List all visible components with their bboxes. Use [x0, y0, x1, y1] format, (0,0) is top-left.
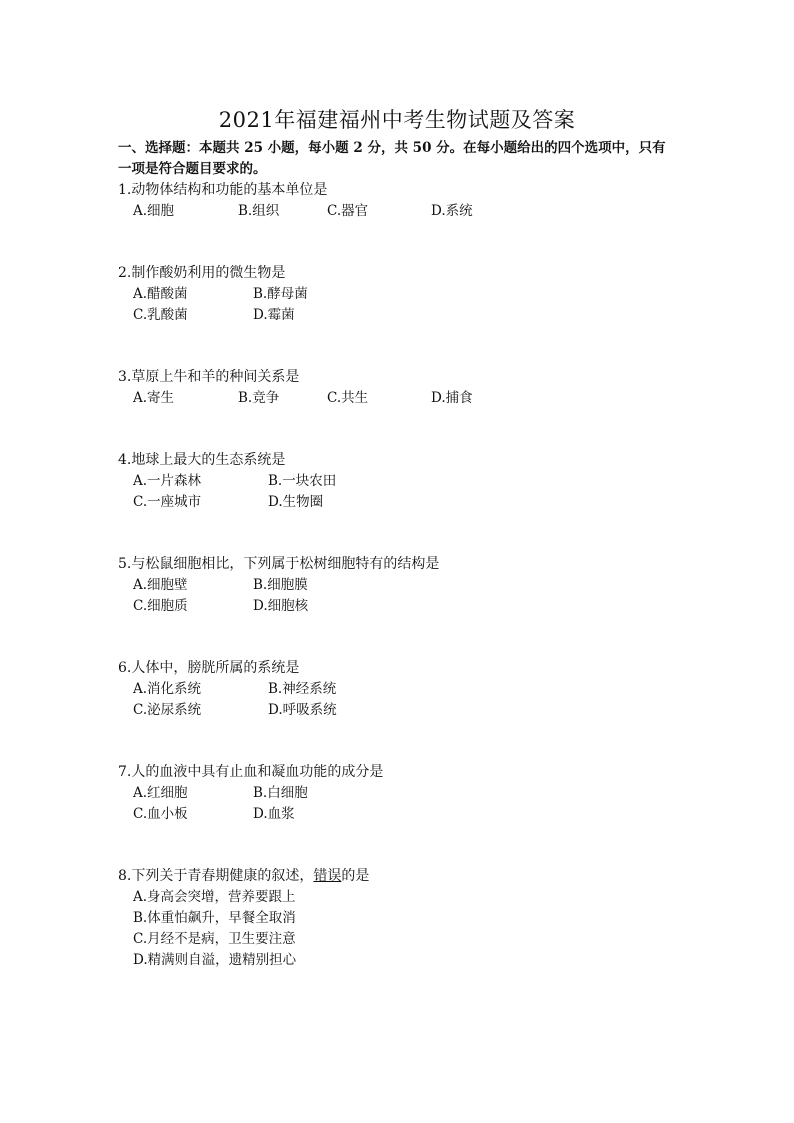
options-row	[118, 783, 383, 804]
option-b: B.组织	[238, 203, 280, 219]
options-row	[118, 596, 439, 617]
option-a: A.一片森林	[133, 473, 202, 489]
option-a: A.消化系统	[133, 681, 202, 697]
option-d: D.呼吸系统	[268, 702, 337, 718]
option-b: B.神经系统	[268, 681, 337, 697]
options-row	[118, 679, 337, 700]
option-a: A.细胞壁	[133, 577, 188, 593]
question-7	[118, 762, 383, 825]
option-c: C.共生	[327, 390, 369, 406]
option-b: B.白细胞	[253, 785, 308, 801]
option-b: B.酵母菌	[253, 286, 308, 302]
stem-suffix: 的是	[341, 868, 370, 884]
options-row	[118, 201, 473, 222]
option-d: D.生物圈	[268, 494, 324, 510]
question-stem: 7.人的血液中具有止血和凝血功能的成分是	[118, 764, 384, 780]
question-5	[118, 554, 439, 617]
question-stem: 6.人体中，膀胱所属的系统是	[118, 660, 300, 676]
option-c: C.月经不是病，卫生要注意	[133, 931, 296, 947]
question-stem: 5.与松鼠细胞相比，下列属于松树细胞特有的结构是	[118, 556, 440, 572]
option-c: C.一座城市	[133, 494, 202, 510]
options-row	[118, 492, 324, 513]
options-row	[118, 575, 439, 596]
option-d: D.捕食	[431, 390, 473, 406]
option-b: B.一块农田	[268, 473, 337, 489]
question-stem	[118, 866, 369, 887]
question-6	[118, 658, 337, 721]
option-d: D.霉菌	[253, 307, 295, 323]
options-row	[118, 700, 337, 721]
question-stem: 2.制作酸奶利用的微生物是	[118, 265, 286, 281]
option-b: B.竞争	[238, 390, 280, 406]
document-title: 2021年福建福州中考生物试题及答案	[218, 108, 576, 132]
option-c: C.血小板	[133, 806, 188, 822]
stem-prefix: 8.下列关于青春期健康的叙述，	[118, 868, 314, 884]
question-8	[118, 866, 369, 971]
question-4	[118, 450, 337, 513]
option-c: C.乳酸菌	[133, 307, 188, 323]
option-d: D.血浆	[253, 806, 295, 822]
stem-emphasis: 错误	[313, 868, 342, 884]
question-stem: 4.地球上最大的生态系统是	[118, 452, 286, 468]
option-a: A.寄生	[133, 390, 175, 406]
question-stem: 1.动物体结构和功能的基本单位是	[118, 182, 328, 198]
options-row	[118, 804, 383, 825]
options-row	[118, 305, 295, 326]
section-heading: 一、选择题：本题共 25 小题，每小题 2 分，共 50 分。在每小题给出的四个选项中，只有一项是符合题目要求的。	[118, 140, 666, 177]
options-row	[118, 388, 473, 409]
question-stem: 3.草原上牛和羊的种间关系是	[118, 369, 300, 385]
option-c: C.细胞质	[133, 598, 188, 614]
options-row	[118, 471, 337, 492]
option-d: D.细胞核	[253, 598, 309, 614]
question-2	[118, 263, 308, 326]
option-c: C.器官	[327, 203, 369, 219]
option-d: D.精满则自溢，遗精别担心	[133, 952, 297, 968]
option-a: A.醋酸菌	[133, 286, 188, 302]
option-c: C.泌尿系统	[133, 702, 202, 718]
question-3	[118, 367, 473, 409]
options-row	[118, 284, 308, 305]
option-b: B.细胞膜	[253, 577, 308, 593]
option-a: A.红细胞	[133, 785, 188, 801]
option-d: D.系统	[431, 203, 473, 219]
question-1	[118, 180, 473, 222]
option-b: B.体重怕飙升，早餐全取消	[133, 910, 296, 926]
option-a: A.身高会突增，营养要跟上	[133, 889, 296, 905]
option-a: A.细胞	[133, 203, 175, 219]
